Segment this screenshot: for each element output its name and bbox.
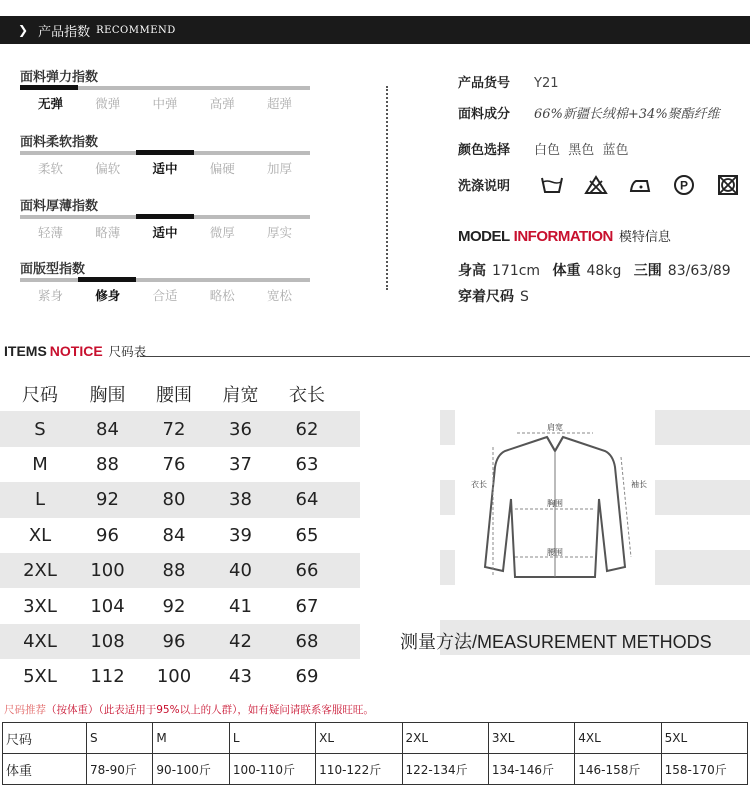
wash-30-icon [540,174,564,196]
index-group [20,195,310,241]
fabric-row [458,103,720,122]
table-cell: 腰围 [156,384,192,406]
table-cell: 96 [162,630,186,652]
length-label: 衣长 [471,480,487,489]
size-value: S [520,289,529,305]
table-cell: 43 [229,666,252,688]
rec-title: 尺码推荐 [4,704,46,716]
color-label: 颜色选择 [458,143,511,158]
no-tumble-dry-icon [716,174,740,196]
wash-label: 洗涤说明 [458,179,511,194]
table-header [0,376,360,411]
notice-b: NOTICE [49,343,103,359]
table-cell: 62 [295,418,319,440]
rec-note: （按体重）（此表适用于95%以上的人群），如有疑问请联系客服旺旺。 [46,704,374,716]
index-option: 紧身 [38,288,64,303]
table-cell: 5XL [23,666,57,688]
index-option: 高弹 [209,96,235,111]
table-row [0,624,360,659]
table-cell: 134-146斤 [488,754,574,785]
table-cell: 88 [162,560,186,582]
chevron-right-icon: ❯ [18,23,29,37]
table-cell: 122-134斤 [402,754,488,785]
table-cell: 63 [295,453,319,475]
no-bleach-icon [584,174,608,196]
table-cell: 肩宽 [222,384,259,406]
table-cell: 64 [295,489,319,511]
waist-label: 腰围 [547,548,563,557]
table-cell: 92 [162,595,186,617]
table-cell: 84 [162,524,186,546]
table-cell: 2XL [402,723,488,754]
size-label: 穿着尺码 [458,289,514,305]
fabric-label: 面料成分 [458,107,511,122]
table-cell: 88 [96,453,119,475]
model-info-title [458,226,671,245]
index-option: 适中 [152,161,178,176]
table-cell: M [32,453,48,475]
index-option: 修身 [95,288,121,303]
index-option: 轻薄 [38,225,64,240]
table-cell: 39 [229,524,252,546]
table-cell: XL [316,723,402,754]
index-option: 宽松 [266,288,292,303]
index-option: 适中 [152,225,178,240]
top-strip [0,0,750,12]
table-cell: XL [28,524,52,546]
index-bar-selected [136,214,194,219]
weight-value: 48kg [586,263,622,279]
table-cell: 90-100斤 [153,754,229,785]
index-bar [20,278,310,282]
table-row [0,411,360,446]
index-bar [20,215,310,219]
index-option: 略松 [209,288,235,303]
table-cell: L [34,489,46,511]
code-value: Y21 [534,76,559,91]
index-bar [20,86,310,90]
table-cell: 78-90斤 [87,754,153,785]
table-row [3,723,748,754]
index-group [20,131,310,177]
table-cell: 4XL [23,630,57,652]
index-group [20,66,310,112]
index-option: 厚实 [266,225,292,240]
table-cell: 80 [162,489,186,511]
svg-text:P: P [679,178,689,193]
model-size-row [458,286,537,306]
shirt-diagram [455,407,655,603]
fabric-value: 66%新疆长绒棉+34%聚酯纤维 [534,107,720,122]
table-cell: 100-110斤 [229,754,315,785]
measurement-methods: 测量方法/MEASUREMENT METHODS [400,632,712,652]
table-cell: 76 [162,453,186,475]
care-icons [540,174,740,196]
table-cell: S [87,723,153,754]
table-row [0,482,360,517]
code-label: 产品货号 [458,76,511,91]
measure-label: 三围 [633,263,662,279]
table-cell: M [153,723,229,754]
section-header [0,16,750,44]
divider [386,86,388,290]
wash-row [458,175,534,194]
table-cell: 100 [90,560,125,582]
table-cell: 体重 [3,754,87,785]
table-cell: 尺码 [3,723,87,754]
table-cell: 92 [96,489,119,511]
height-value: 171cm [492,263,541,279]
table-cell: 100 [156,666,192,688]
index-option: 柔软 [38,161,64,176]
table-cell: 96 [96,524,119,546]
color-value: 白色 黑色 蓝色 [534,143,629,158]
color-row [458,139,629,158]
divider [140,356,750,357]
table-cell: 5XL [661,723,747,754]
table-cell: 108 [90,630,125,652]
index-option: 中弹 [152,96,178,111]
size-recommendation [4,702,374,717]
chest-label: 胸围 [547,499,563,508]
index-option: 偏软 [95,161,121,176]
sleeve-label: 袖长 [631,480,647,489]
table-cell: 146-158斤 [575,754,661,785]
table-cell: 3XL [488,723,574,754]
header-title: 产品指数 [38,24,91,40]
table-cell: 158-170斤 [661,754,747,785]
table-cell: 69 [295,666,319,688]
index-option: 微弹 [95,96,121,111]
index-title: 面料弹力指数 [20,70,99,85]
index-option: 超弹 [266,96,292,111]
table-cell: 104 [90,595,125,617]
table-row [0,553,360,588]
product-code-row [458,72,558,91]
table-cell: 112 [90,666,125,688]
model-title-a: MODEL [458,228,510,245]
index-title: 面料柔软指数 [20,135,99,150]
index-option: 合适 [152,288,178,303]
weight-table [2,722,748,785]
table-cell: 68 [295,630,319,652]
table-cell: 41 [229,595,252,617]
shoulder-label: 肩宽 [547,423,563,432]
model-title-c: 模特信息 [618,229,671,244]
notice-c: 尺码表 [108,345,147,359]
table-cell: 38 [229,489,252,511]
size-table [0,376,360,695]
table-cell: 衣长 [289,384,325,406]
notice-a: ITEMS [4,343,47,359]
iron-low-icon [628,174,652,196]
table-cell: 胸围 [89,384,126,406]
table-row [0,588,360,623]
dry-clean-p-icon [672,174,696,196]
table-cell: S [34,418,46,440]
table-cell: 110-122斤 [316,754,402,785]
table-cell: 37 [229,453,252,475]
measure-value: 83/63/89 [667,263,731,279]
table-cell: 42 [229,630,252,652]
index-group [20,258,310,304]
table-cell: 65 [295,524,319,546]
table-cell: 3XL [23,595,57,617]
table-row [3,754,748,785]
index-option: 加厚 [266,161,292,176]
index-option: 偏硬 [209,161,235,176]
index-bar-selected [78,277,136,282]
table-cell: 72 [162,418,186,440]
size-chart-title [4,342,146,360]
weight-label: 体重 [552,263,581,279]
index-title: 面版型指数 [20,262,86,277]
table-row [0,518,360,553]
table-cell: 67 [295,595,319,617]
index-option: 略薄 [95,225,121,240]
table-cell: 36 [229,418,252,440]
table-cell: L [229,723,315,754]
table-cell: 66 [295,560,319,582]
table-cell: 2XL [23,560,57,582]
table-row [0,659,360,694]
index-title: 面料厚薄指数 [20,199,99,214]
table-cell: 84 [96,418,119,440]
index-option: 无弹 [38,96,64,111]
table-cell: 尺码 [22,384,58,406]
index-bar-selected [20,85,78,90]
index-option: 微厚 [209,225,235,240]
table-cell: 4XL [575,723,661,754]
header-subtitle: RECOMMEND [96,24,176,36]
model-title-b: INFORMATION [513,228,613,245]
index-bar-selected [136,150,194,155]
height-label: 身高 [458,263,486,279]
model-stats [458,260,739,280]
table-row [0,447,360,482]
index-bar [20,151,310,155]
table-cell: 40 [229,560,252,582]
